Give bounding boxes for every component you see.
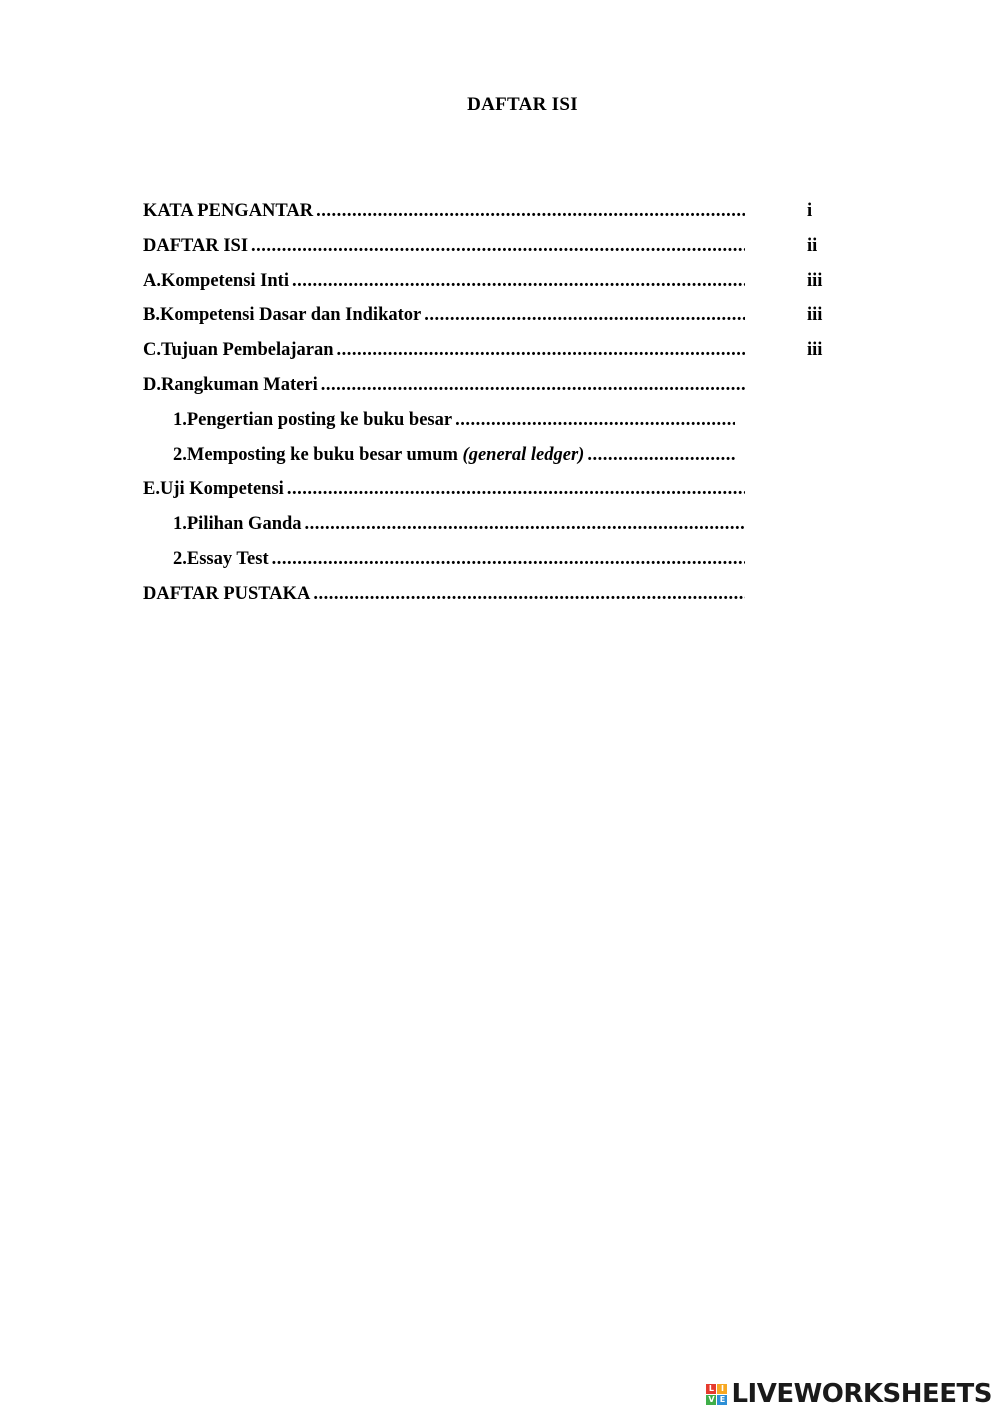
toc-page-number: iii: [807, 270, 823, 291]
toc-dot-leader: [316, 196, 745, 226]
logo-tile: L: [706, 1384, 716, 1394]
toc-row: [143, 509, 843, 544]
toc-entry: [143, 579, 745, 609]
toc-dot-leader: [251, 231, 745, 261]
toc-label-text: Uji Kompetensi: [159, 479, 284, 500]
toc-label: [161, 266, 289, 296]
toc-marker: B.: [143, 305, 160, 326]
toc-row: [143, 300, 843, 335]
toc-page-number: iii: [807, 340, 823, 361]
toc-page-number: iii: [807, 305, 823, 326]
toc-row: [143, 335, 843, 370]
toc-row: [143, 196, 843, 231]
toc-dot-leader: [587, 440, 735, 470]
toc-label-text: Pengertian posting ke buku besar: [186, 409, 453, 430]
toc-dot-leader: [272, 544, 745, 574]
toc-entry: [143, 370, 745, 400]
toc-entry: [143, 196, 745, 226]
toc-dot-leader: [292, 266, 745, 296]
logo-tile: I: [717, 1384, 727, 1394]
toc-label-text: Kompetensi Inti: [161, 270, 289, 291]
toc-dot-leader: [287, 474, 745, 504]
toc-entry: [143, 231, 745, 261]
toc-entry: [143, 266, 745, 296]
toc-label: [160, 474, 284, 504]
toc-label-text: Kompetensi Dasar dan Indikator: [159, 305, 422, 326]
toc-entry: [173, 509, 745, 539]
toc-label: [143, 231, 248, 261]
toc-dot-leader: [455, 405, 735, 435]
toc-marker: D.: [143, 374, 161, 395]
liveworksheets-logo-icon: [706, 1384, 727, 1405]
toc-marker: 1.: [173, 409, 187, 430]
toc-label-text: Tujuan Pembelajaran: [161, 340, 334, 361]
table-of-contents: [143, 196, 843, 614]
toc-dot-leader: [321, 370, 745, 400]
toc-entry: [173, 440, 735, 470]
toc-entry: [143, 335, 745, 365]
toc-label: [160, 300, 421, 330]
toc-label-text: Memposting ke buku besar umum: [186, 444, 463, 465]
toc-row: [143, 474, 843, 509]
toc-entry: [143, 300, 745, 330]
toc-label-text: Essay Test: [186, 548, 269, 569]
toc-marker: C.: [143, 340, 161, 361]
toc-dot-leader: [337, 335, 745, 365]
brand-watermark: [706, 1379, 992, 1409]
toc-label-text: KATA PENGANTAR: [143, 201, 314, 221]
toc-row: [143, 231, 843, 266]
logo-tile: V: [708, 1394, 715, 1404]
toc-dot-leader: [305, 509, 745, 539]
toc-label: [187, 440, 584, 470]
toc-label-text: DAFTAR ISI: [143, 235, 249, 256]
page-title: DAFTAR ISI: [467, 94, 578, 115]
toc-label-text: Pilihan Ganda: [186, 514, 302, 535]
logo-tile: E: [717, 1395, 727, 1405]
toc-label: [187, 509, 302, 539]
toc-marker: 2.: [173, 548, 187, 569]
toc-row: [143, 405, 843, 440]
toc-label: [161, 335, 334, 365]
toc-page-number: ii: [807, 235, 818, 256]
toc-row: [143, 544, 843, 579]
toc-label: [161, 370, 318, 400]
brand-text: LIVEWORKSHEETS: [731, 1379, 992, 1409]
toc-row: [143, 370, 843, 405]
toc-page-number: i: [807, 201, 813, 221]
toc-marker: A.: [143, 270, 161, 291]
toc-entry: [173, 405, 735, 435]
toc-entry: [173, 544, 745, 574]
toc-marker: E.: [143, 479, 160, 500]
toc-label-italic: (general ledger): [462, 444, 585, 465]
toc-marker: 1.: [173, 514, 187, 535]
toc-label: [143, 196, 313, 226]
toc-label: [187, 544, 269, 574]
toc-row: [143, 579, 843, 614]
toc-dot-leader: [424, 300, 745, 330]
toc-row: [143, 266, 843, 301]
toc-entry: [143, 474, 745, 504]
toc-label: [143, 579, 310, 609]
toc-marker: 2.: [173, 444, 187, 465]
toc-row: [143, 440, 843, 475]
toc-label-text: DAFTAR PUSTAKA: [143, 583, 311, 604]
toc-label: [187, 405, 452, 435]
toc-dot-leader: [313, 579, 745, 609]
toc-label-text: Rangkuman Materi: [161, 374, 318, 395]
